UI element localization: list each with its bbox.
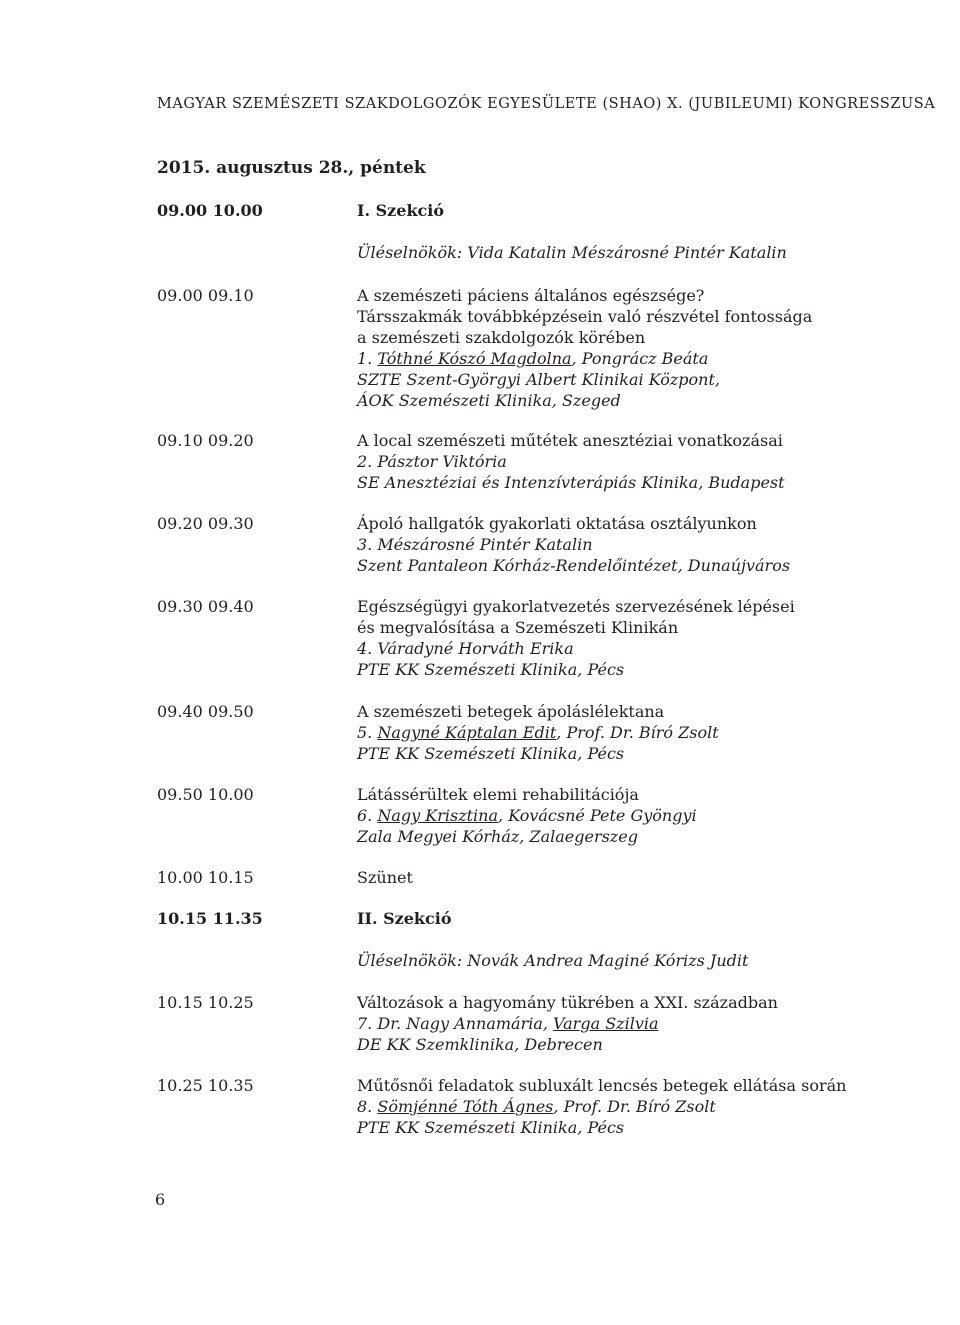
- day-heading: 2015. augusztus 28., péntek: [157, 158, 426, 178]
- talk-number: 2.: [357, 452, 373, 471]
- talk-authors: [357, 348, 877, 369]
- talk-title: A szemészeti páciens általános egészsége?: [357, 286, 705, 305]
- talk-time: 09.20 09.30: [157, 514, 254, 533]
- page-number: 6: [155, 1190, 166, 1209]
- talk-title: A local szemészeti műtétek anesztéziai vonatkozásai: [357, 431, 783, 450]
- presenter-name: Nagy Krisztina: [377, 806, 499, 825]
- presenter-name: Mészárosné Pintér Katalin: [377, 535, 593, 554]
- section-time: 09.00 10.00: [157, 201, 263, 220]
- talk-authors: [357, 451, 877, 472]
- talk-title: Társszakmák továbbképzésein való részvétel fontossága: [357, 307, 813, 326]
- talk-title: és megvalósítása a Szemészeti Klinikán: [357, 618, 679, 637]
- talk-time: 09.30 09.40: [157, 597, 254, 616]
- break-label: Szünet: [357, 868, 413, 887]
- presenter-name: Sömjénné Tóth Ágnes: [377, 1097, 554, 1116]
- coauthor-name: Varga Szilvia: [553, 1014, 659, 1033]
- talk-number: 1.: [357, 349, 373, 368]
- presenter-name: Váradyné Horváth Erika: [377, 639, 574, 658]
- talk-number: 6.: [357, 806, 373, 825]
- talk-time: 09.50 10.00: [157, 785, 254, 804]
- talk-authors: [357, 722, 877, 743]
- talk-authors: [357, 1013, 877, 1034]
- author-separator: ,: [553, 1097, 564, 1116]
- talk-institution: SE Anesztéziai és Intenzívterápiás Klinika, Budapest: [357, 473, 785, 492]
- author-separator: ,: [556, 723, 567, 742]
- talk-authors: [357, 534, 877, 555]
- presenter-name: Tóthné Kószó Magdolna: [377, 349, 572, 368]
- talk-title: Egészségügyi gyakorlatvezetés szervezésének lépései: [357, 597, 795, 616]
- talk-time: 10.25 10.35: [157, 1076, 254, 1095]
- talk-time: 09.40 09.50: [157, 702, 254, 721]
- section-title: I. Szekció: [357, 201, 445, 220]
- talk-time: 09.00 09.10: [157, 286, 254, 305]
- talk-institution: PTE KK Szemészeti Klinika, Pécs: [357, 1118, 625, 1137]
- section-time: 10.15 11.35: [157, 909, 263, 928]
- talk-institution: Szent Pantaleon Kórház-Rendelőintézet, Dunaújváros: [357, 556, 791, 575]
- session-chairs: Üléselnökök: Novák Andrea Maginé Kórizs Judit: [357, 951, 749, 970]
- talk-institution: PTE KK Szemészeti Klinika, Pécs: [357, 744, 625, 763]
- coauthor-name: Pongrácz Beáta: [581, 349, 709, 368]
- talk-institution: Zala Megyei Kórház, Zalaegerszeg: [357, 827, 638, 846]
- talk-title: Látássérültek elemi rehabilitációja: [357, 785, 639, 804]
- talk-number: 4.: [357, 639, 373, 658]
- section-title: II. Szekció: [357, 909, 452, 928]
- talk-number: 8.: [357, 1097, 373, 1116]
- presenter-name: Dr. Nagy Annamária: [377, 1014, 543, 1033]
- talk-title: Ápoló hallgatók gyakorlati oktatása osztályunkon: [357, 514, 757, 533]
- talk-title: Műtősnői feladatok subluxált lencsés betegek ellátása során: [357, 1076, 847, 1095]
- talk-authors: [357, 805, 877, 826]
- talk-title: A szemészeti betegek ápoláslélektana: [357, 702, 665, 721]
- presenter-name: Nagyné Káptalan Edit: [377, 723, 557, 742]
- talk-time: 10.15 10.25: [157, 993, 254, 1012]
- presenter-name: Pásztor Viktória: [377, 452, 507, 471]
- talk-institution: SZTE Szent-Györgyi Albert Klinikai Központ,: [357, 370, 720, 389]
- talk-institution: PTE KK Szemészeti Klinika, Pécs: [357, 660, 625, 679]
- coauthor-name: Kovácsné Pete Gyöngyi: [508, 806, 697, 825]
- talk-institution: DE KK Szemklinika, Debrecen: [357, 1035, 603, 1054]
- running-header: MAGYAR SZEMÉSZETI SZAKDOLGOZÓK EGYESÜLETE (SHAO) X. (JUBILEUMI) KONGRESSZUSA: [157, 96, 936, 112]
- author-separator: ,: [571, 349, 582, 368]
- session-chairs: Üléselnökök: Vida Katalin Mészárosné Pintér Katalin: [357, 243, 787, 262]
- talk-institution: ÁOK Szemészeti Klinika, Szeged: [357, 391, 621, 410]
- talk-authors: [357, 638, 877, 659]
- talk-authors: [357, 1096, 877, 1117]
- author-separator: ,: [542, 1014, 554, 1033]
- talk-number: 5.: [357, 723, 373, 742]
- talk-title: a szemészeti szakdolgozók körében: [357, 328, 646, 347]
- break-time: 10.00 10.15: [157, 868, 254, 887]
- author-separator: ,: [498, 806, 509, 825]
- coauthor-name: Prof. Dr. Bíró Zsolt: [563, 1097, 716, 1116]
- coauthor-name: Prof. Dr. Bíró Zsolt: [566, 723, 719, 742]
- talk-number: 3.: [357, 535, 373, 554]
- talk-time: 09.10 09.20: [157, 431, 254, 450]
- talk-title: Változások a hagyomány tükrében a XXI. században: [357, 993, 778, 1012]
- talk-number: 7.: [357, 1014, 373, 1033]
